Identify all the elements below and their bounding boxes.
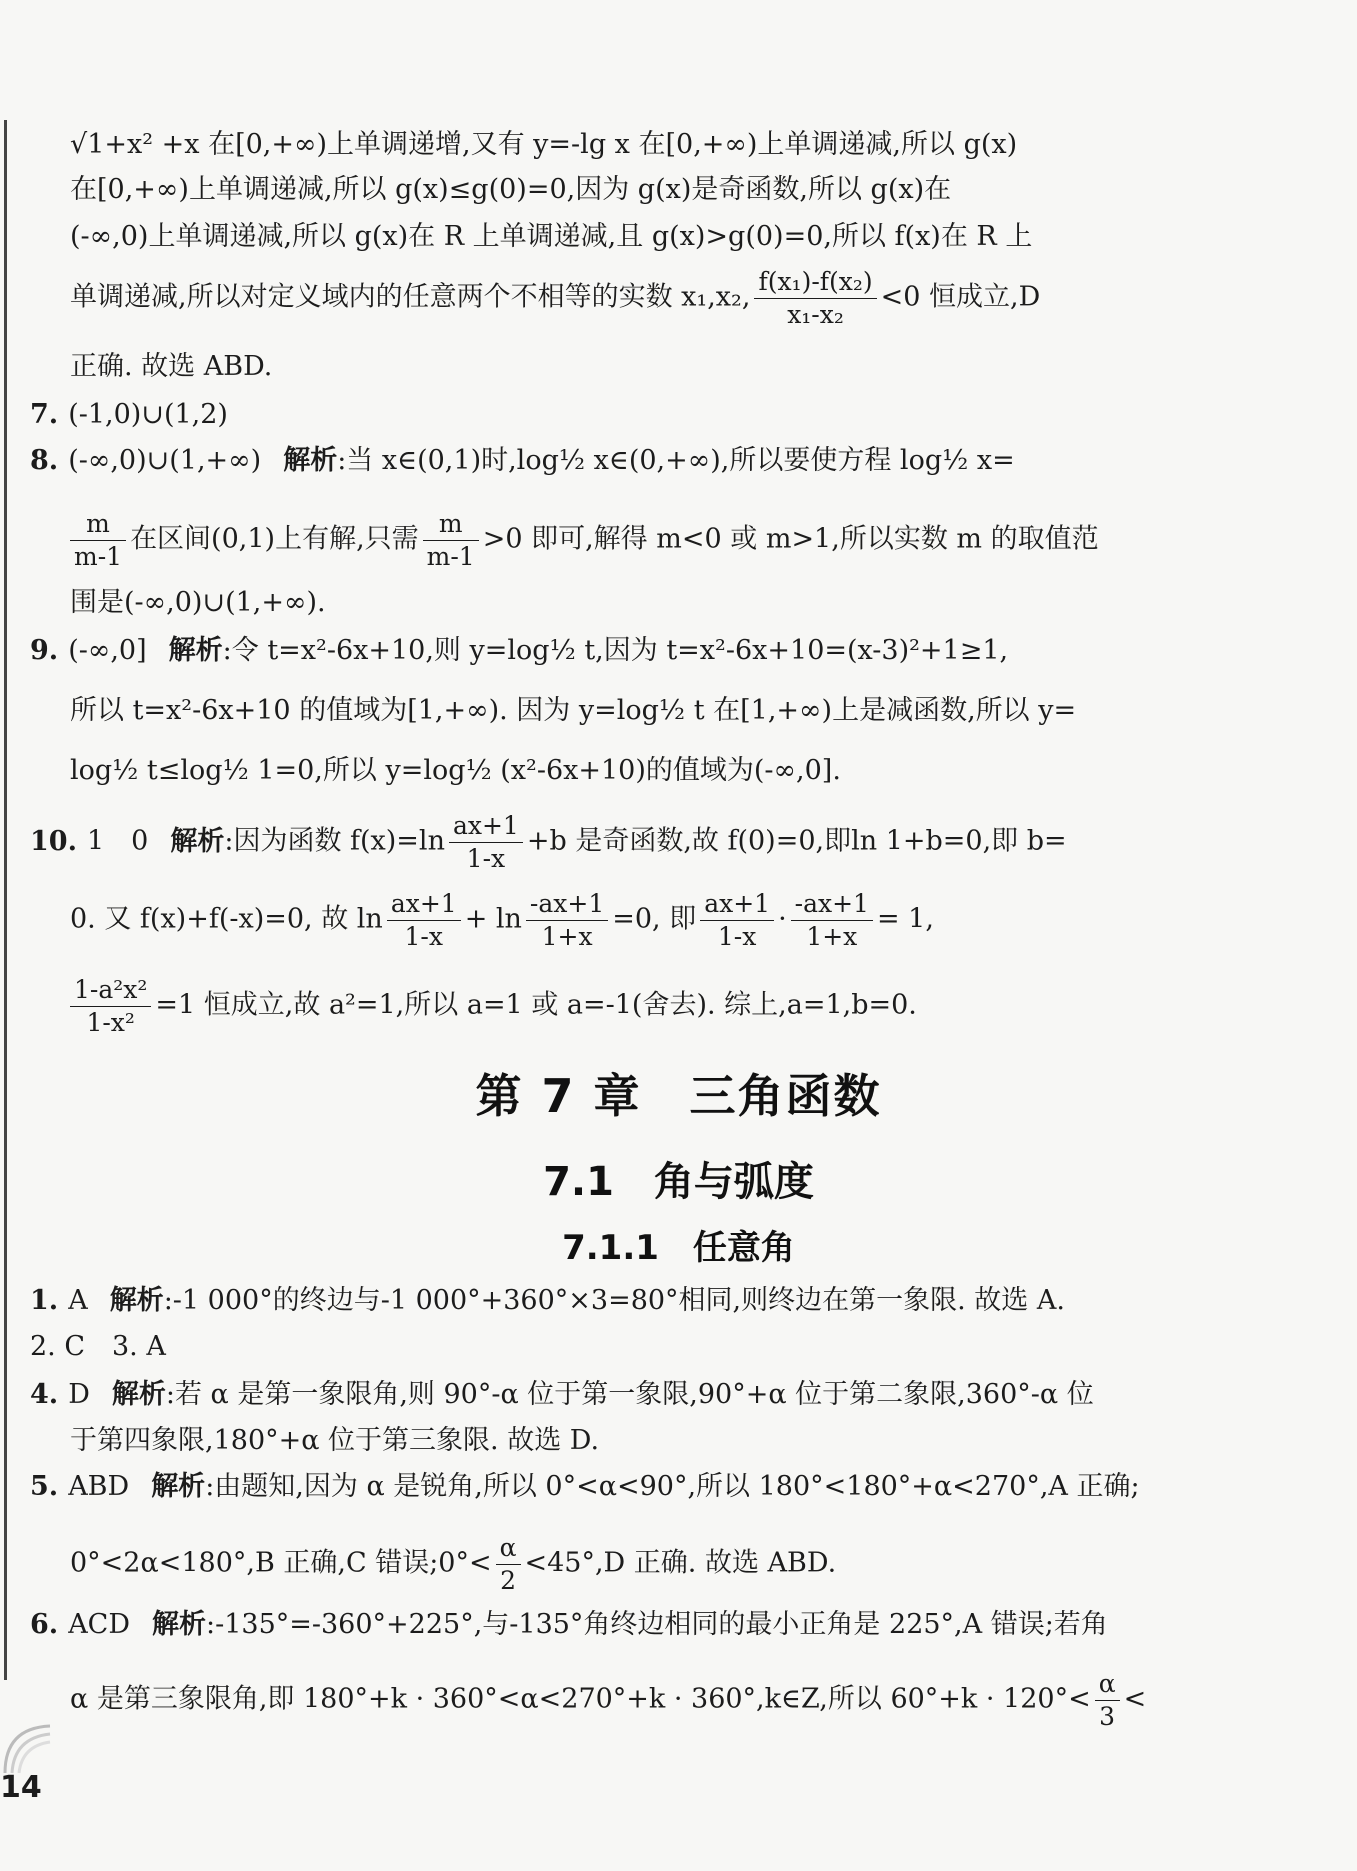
text-line: √1+x² +x 在[0,+∞)上单调递增,又有 y=-lg x 在[0,+∞)上单调递减,所以 g(x)	[70, 129, 1018, 160]
answer-text: (-∞,0)∪(1,+∞)	[68, 445, 262, 476]
text-line: 于第四象限,180°+α 位于第三象限. 故选 D.	[70, 1425, 600, 1456]
text-line: log½ t≤log½ 1=0,所以 y=log½ (x²-6x+10)的值域为(-∞,0].	[70, 755, 841, 786]
analysis-label: 解析	[152, 1609, 206, 1640]
fraction	[70, 976, 151, 1036]
question-number: 9.	[30, 635, 59, 666]
chapter-title: 第 7 章 三角函数	[475, 1069, 882, 1123]
subsection-title: 7.1.1 任意角	[562, 1228, 795, 1268]
text-line: 在[0,+∞)上单调递减,所以 g(x)≤g(0)=0,因为 g(x)是奇函数,所以 g(x)在	[70, 174, 952, 205]
text-span: ·	[778, 903, 787, 935]
text-span: α 是第三象限角,即 180°+k · 360°<α<270°+k · 360°,k∈Z,所以 60°+k · 120°<	[70, 1683, 1091, 1715]
question-number: 4.	[30, 1379, 59, 1410]
fraction	[387, 890, 461, 950]
answer-7	[30, 400, 1317, 430]
answer-text: 1 0	[86, 825, 149, 857]
text-line: 正确. 故选 ABD.	[70, 351, 273, 382]
fraction	[754, 268, 876, 328]
left-margin-bar	[4, 120, 7, 1680]
fraction-numerator: m	[423, 510, 479, 541]
fraction-denominator: x₁-x₂	[787, 299, 844, 329]
text-span: <45°,D 正确. 故选 ABD.	[524, 1547, 837, 1579]
fraction-denominator: 1+x	[806, 921, 858, 951]
answer-10	[30, 812, 1317, 872]
text-span: :-135°=-360°+225°,与-135°角终边相同的最小正角是 225°,A 错误;若角	[206, 1609, 1108, 1640]
question-number: 1.	[30, 1285, 59, 1316]
fraction-denominator: 1+x	[541, 921, 593, 951]
text-line	[70, 268, 1317, 328]
fraction-numerator: α	[496, 1534, 521, 1565]
analysis-label: 解析	[111, 1379, 166, 1410]
fraction-numerator: f(x₁)-f(x₂)	[754, 268, 876, 299]
answer-text: A	[68, 1285, 88, 1316]
text-line	[70, 1670, 1317, 1730]
fraction-numerator: -ax+1	[526, 890, 608, 921]
fraction	[70, 510, 126, 570]
text-line	[70, 890, 1317, 950]
text-line	[70, 976, 1317, 1036]
answer-s2-s3: 2. C 3. A	[30, 1331, 166, 1362]
text-line: (-∞,0)上单调递减,所以 g(x)在 R 上单调递减,且 g(x)>g(0)=0,所以 f(x)在 R 上	[70, 221, 1033, 252]
text-span: :若 α 是第一象限角,则 90°-α 位于第一象限,90°+α 位于第二象限,360°-α 位	[165, 1379, 1094, 1410]
answer-text: ACD	[68, 1609, 130, 1640]
text-line	[70, 1534, 1317, 1594]
fraction-numerator: ax+1	[387, 890, 461, 921]
analysis-label: 解析	[283, 445, 338, 476]
text-span: <0 恒成立,D	[880, 281, 1041, 313]
text-span: 在区间(0,1)上有解,只需	[130, 523, 419, 555]
fraction-denominator: 3	[1099, 1701, 1116, 1731]
fraction-numerator: α	[1095, 1670, 1120, 1701]
question-number: 5.	[30, 1471, 59, 1502]
text-span: +b 是奇函数,故 f(0)=0,即ln 1+b=0,即 b=	[526, 825, 1067, 857]
fraction	[449, 812, 523, 872]
text-span: :-1 000°的终边与-1 000°+360°×3=80°相同,则终边在第一象限. 故选 A.	[163, 1285, 1065, 1316]
analysis-label: 解析	[109, 1285, 164, 1316]
answer-text: (-1,0)∪(1,2)	[68, 399, 228, 430]
text-line	[70, 510, 1317, 570]
corner-decoration-icon	[0, 1718, 60, 1778]
answer-9	[30, 636, 1317, 666]
answer-text: (-∞,0]	[68, 635, 147, 666]
answer-s1	[30, 1286, 1317, 1316]
fraction-numerator: ax+1	[449, 812, 523, 843]
answer-s4	[30, 1380, 1317, 1410]
fraction-denominator: m-1	[426, 541, 475, 571]
fraction-numerator: m	[70, 510, 126, 541]
fraction-denominator: 1-x²	[86, 1007, 135, 1037]
fraction-denominator: 1-x	[717, 921, 757, 951]
fraction	[496, 1534, 521, 1594]
text-line: 围是(-∞,0)∪(1,+∞).	[70, 587, 326, 618]
text-span: =0, 即	[612, 903, 697, 935]
question-number: 8.	[30, 445, 59, 476]
fraction	[1095, 1670, 1120, 1730]
fraction	[526, 890, 608, 950]
fraction	[700, 890, 774, 950]
analysis-label: 解析	[170, 825, 225, 857]
text-line: 所以 t=x²-6x+10 的值域为[1,+∞). 因为 y=log½ t 在[1,+∞)上是减函数,所以 y=	[70, 695, 1077, 726]
text-span: 单调递减,所以对定义域内的任意两个不相等的实数 x₁,x₂,	[70, 281, 751, 313]
fraction-numerator: ax+1	[700, 890, 774, 921]
text-span: :由题知,因为 α 是锐角,所以 0°<α<90°,所以 180°<180°+α<270°,A 正确;	[205, 1471, 1140, 1502]
fraction	[791, 890, 873, 950]
fraction-denominator: 1-x	[404, 921, 443, 951]
text-span: <	[1123, 1683, 1147, 1715]
question-number: 10.	[30, 825, 77, 857]
answer-s6	[30, 1610, 1317, 1640]
text-span: >0 即可,解得 m<0 或 m>1,所以实数 m 的取值范	[482, 523, 1099, 555]
text-span: = 1,	[876, 903, 934, 935]
section-title: 7.1 角与弧度	[543, 1159, 814, 1205]
question-number: 6.	[30, 1609, 59, 1640]
text-span: 0°<2α<180°,B 正确,C 错误;0°<	[70, 1547, 492, 1579]
text-span: =1 恒成立,故 a²=1,所以 a=1 或 a=-1(舍去). 综上,a=1,b=0.	[155, 989, 917, 1021]
answer-text: D	[68, 1379, 90, 1410]
question-number: 7.	[30, 399, 59, 430]
text-span: :令 t=x²-6x+10,则 y=log½ t,因为 t=x²-6x+10=(x-3)²+1≥1,	[222, 635, 1009, 666]
analysis-label: 解析	[168, 635, 223, 666]
fraction-denominator: m-1	[74, 541, 123, 571]
analysis-label: 解析	[151, 1471, 206, 1502]
fraction	[423, 510, 479, 570]
answer-s5	[30, 1472, 1317, 1502]
answer-text: ABD	[68, 1471, 130, 1502]
fraction-denominator: 2	[500, 1565, 516, 1595]
fraction-numerator: 1-a²x²	[70, 976, 151, 1007]
page-number: 14	[0, 1770, 42, 1805]
text-span: :因为函数 f(x)=ln	[224, 825, 445, 857]
text-span: 0. 又 f(x)+f(-x)=0, 故 ln	[70, 903, 383, 935]
fraction-denominator: 1-x	[466, 843, 506, 873]
fraction-numerator: -ax+1	[791, 890, 873, 921]
answer-8	[30, 446, 1317, 476]
text-span: + ln	[464, 903, 522, 935]
text-span: :当 x∈(0,1)时,log½ x∈(0,+∞),所以要使方程 log½ x=	[337, 445, 1015, 476]
